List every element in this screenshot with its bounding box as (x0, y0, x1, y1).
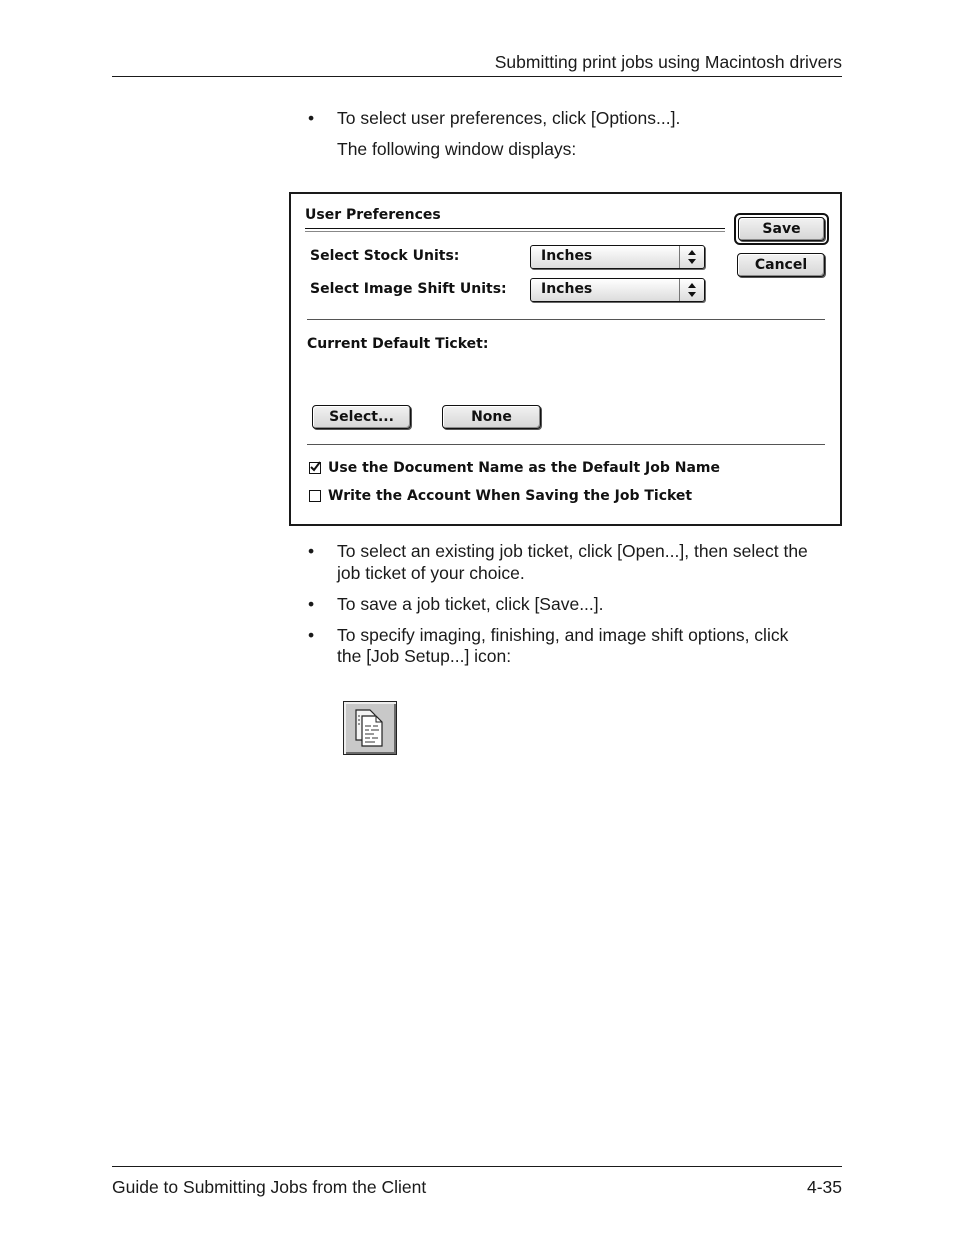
footer-title: Guide to Submitting Jobs from the Client (112, 1177, 427, 1197)
popup-arrows-icon (679, 279, 704, 301)
bullet-save-line1: To save a job ticket, click [Save...]. (337, 594, 604, 614)
bullet-marker: • (308, 594, 315, 614)
current-ticket-label: Current Default Ticket: (307, 336, 489, 352)
checkmark-icon (309, 461, 321, 473)
stock-units-value: Inches (541, 248, 593, 264)
bullet-setup-line1: To specify imaging, finishing, and image shift options, click (337, 625, 789, 645)
popup-arrows-icon (679, 246, 704, 268)
dialog-title: User Preferences (305, 207, 441, 223)
shift-units-value: Inches (541, 281, 593, 297)
account-checkbox-label[interactable]: Write the Account When Saving the Job Ticket (328, 488, 693, 504)
bullet-marker: • (308, 541, 315, 561)
stock-units-popup[interactable] (530, 245, 705, 269)
bullet-marker: • (308, 108, 315, 128)
bullet-open-line2: job ticket of your choice. (337, 563, 525, 583)
title-underline (305, 228, 725, 229)
shift-units-label: Select Image Shift Units: (310, 281, 507, 297)
job-setup-icon[interactable] (343, 701, 397, 755)
select-ticket-button[interactable]: Select... (312, 405, 411, 429)
bullet-setup-line2: the [Job Setup...] icon: (337, 646, 512, 666)
docname-checkbox-label[interactable]: Use the Document Name as the Default Job Name (328, 460, 720, 476)
title-underline-2 (305, 231, 725, 232)
shift-units-popup[interactable] (530, 278, 705, 302)
none-ticket-button[interactable]: None (442, 405, 541, 429)
cancel-button[interactable]: Cancel (737, 253, 825, 277)
page-number: 4-35 (806, 1177, 842, 1197)
header-rule (112, 76, 842, 77)
docname-checkbox[interactable] (309, 462, 321, 474)
footer-rule (112, 1166, 842, 1167)
bullet-options-text: To select user preferences, click [Options...]. (337, 108, 681, 128)
bullet-marker: • (308, 625, 315, 645)
section-divider (307, 319, 825, 320)
user-preferences-dialog (289, 192, 842, 526)
following-window-text: The following window displays: (337, 139, 577, 159)
section-divider (307, 444, 825, 445)
account-checkbox[interactable] (309, 490, 321, 502)
bullet-open-line1: To select an existing job ticket, click [Open...], then select the (337, 541, 808, 561)
stock-units-label: Select Stock Units: (310, 248, 460, 264)
running-header: Submitting print jobs using Macintosh drivers (494, 52, 842, 72)
save-button[interactable]: Save (738, 217, 825, 241)
